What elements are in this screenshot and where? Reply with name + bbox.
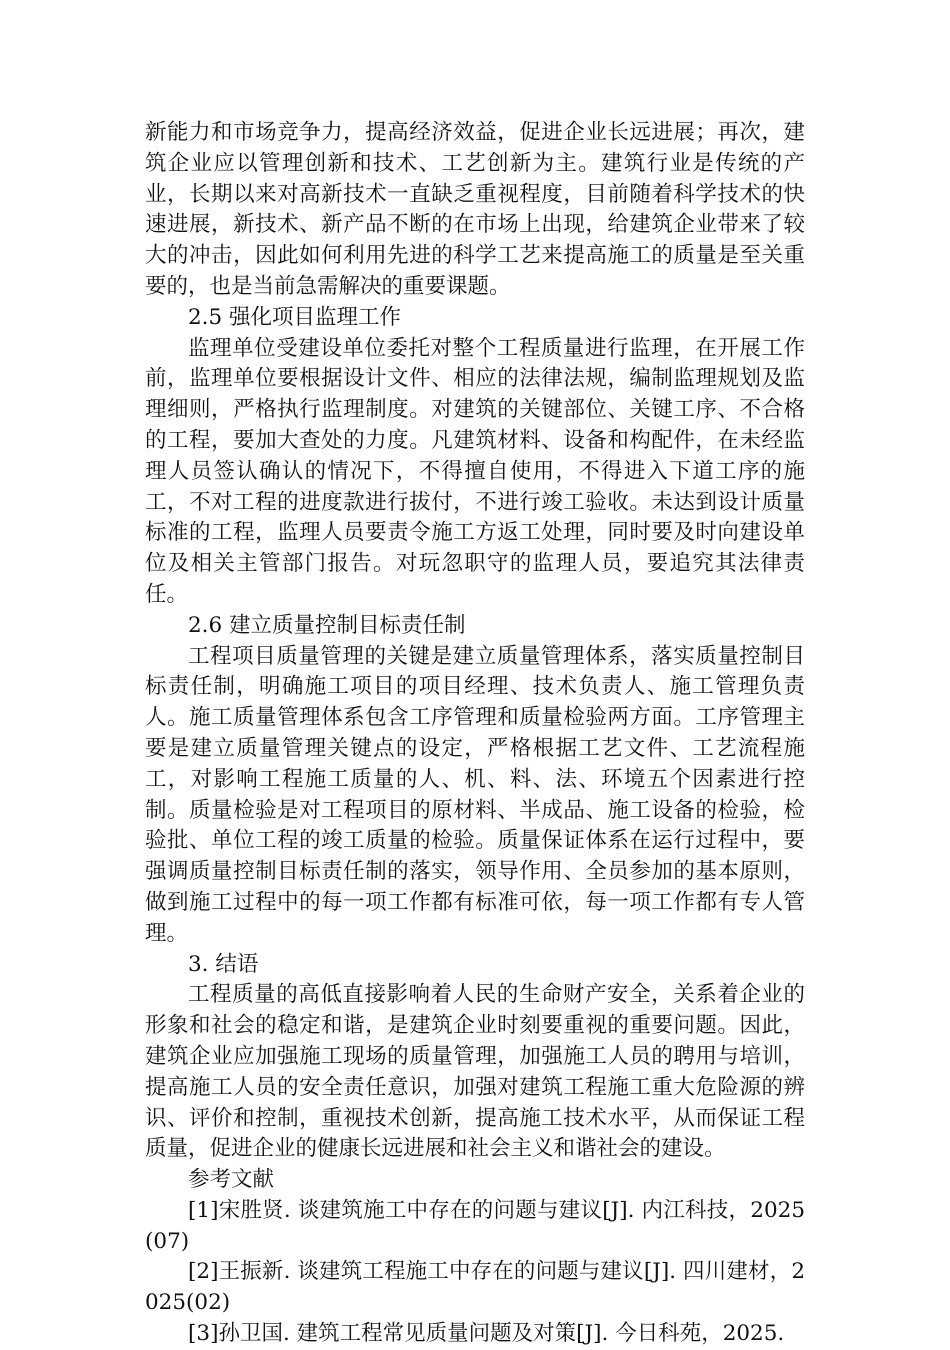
reference-item-3: [3]孙卫国. 建筑工程常见质量问题及对策[J]. 今日科苑，2025. bbox=[188, 1321, 785, 1347]
section-heading-2-6: 2.6 建立质量控制目标责任制 bbox=[188, 612, 466, 638]
reference-item-1: [1]宋胜贤. 谈建筑施工中存在的问题与建议[J]. 内江科技，2025(07) bbox=[145, 1197, 805, 1254]
reference-item-2: [2]王振新. 谈建筑工程施工中存在的问题与建议[J]. 四川建材，2025(02) bbox=[145, 1259, 805, 1316]
paragraph-quality-control: 工程项目质量管理的关键是建立质量管理体系，落实质量控制目标责任制，明确施工项目的项目经理、技术负责人、施工管理负责人。施工质量管理体系包含工序管理和质量检验两方面。工序管理主要是建立质量管理关键点的设定，严格根据工艺文件、工艺流程施工，对影响工程施工质量的人、机、料、法、环境五个因素进行控制。质量检验是对工程项目的原材料、半成品、施工设备的检验，检验批、单位工程的竣工质量的检验。质量保证体系在运行过程中，要强调质量控制目标责任制的落实，领导作用、全员参加的基本原则，做到施工过程中的每一项工作都有标准可依，每一项工作都有专人管理。 bbox=[145, 643, 805, 946]
section-heading-2-5: 2.5 强化项目监理工作 bbox=[188, 304, 402, 330]
paragraph-supervision: 监理单位受建设单位委托对整个工程质量进行监理，在开展工作前，监理单位要根据设计文件、相应的法律法规，编制监理规划及监理细则，严格执行监理制度。对建筑的关键部位、关键工序、不合格的工程，要加大查处的力度。凡建筑材料、设备和构配件，在未经监理人员签认确认的情况下，不得擅自使用，不得进入下道工序的施工，不对工程的进度款进行拔付，不进行竣工验收。未达到设计质量标准的工程，监理人员要责令施工方返工处理，同时要及时向建设单位及相关主管部门报告。对玩忽职守的监理人员，要追究其法律责任。 bbox=[145, 335, 805, 607]
paragraph-conclusion: 工程质量的高低直接影响着人民的生命财产安全，关系着企业的形象和社会的稳定和谐，是建筑企业时刻要重视的重要问题。因此，建筑企业应加强施工现场的质量管理，加强施工人员的聘用与培训，提高施工人员的安全责任意识，加强对建筑工程施工重大危险源的辨识、评价和控制，重视技术创新，提高施工技术水平，从而保证工程质量，促进企业的健康长远进展和社会主义和谐社会的建设。 bbox=[145, 982, 805, 1162]
references-heading: 参考文献 bbox=[188, 1167, 275, 1193]
paragraph-continuation: 新能力和市场竞争力，提高经济效益，促进企业长远进展；再次，建筑企业应以管理创新和技术、工艺创新为主。建筑行业是传统的产业，长期以来对高新技术一直缺乏重视程度，目前随着科学技术的快速进展，新技术、新产品不断的在市场上出现，给建筑企业带来了较大的冲击，因此如何利用先进的科学工艺来提高施工的质量是至关重要的，也是当前急需解决的重要课题。 bbox=[145, 120, 805, 299]
document-body bbox=[145, 118, 805, 1350]
section-heading-conclusion: 3. 结语 bbox=[188, 951, 259, 977]
